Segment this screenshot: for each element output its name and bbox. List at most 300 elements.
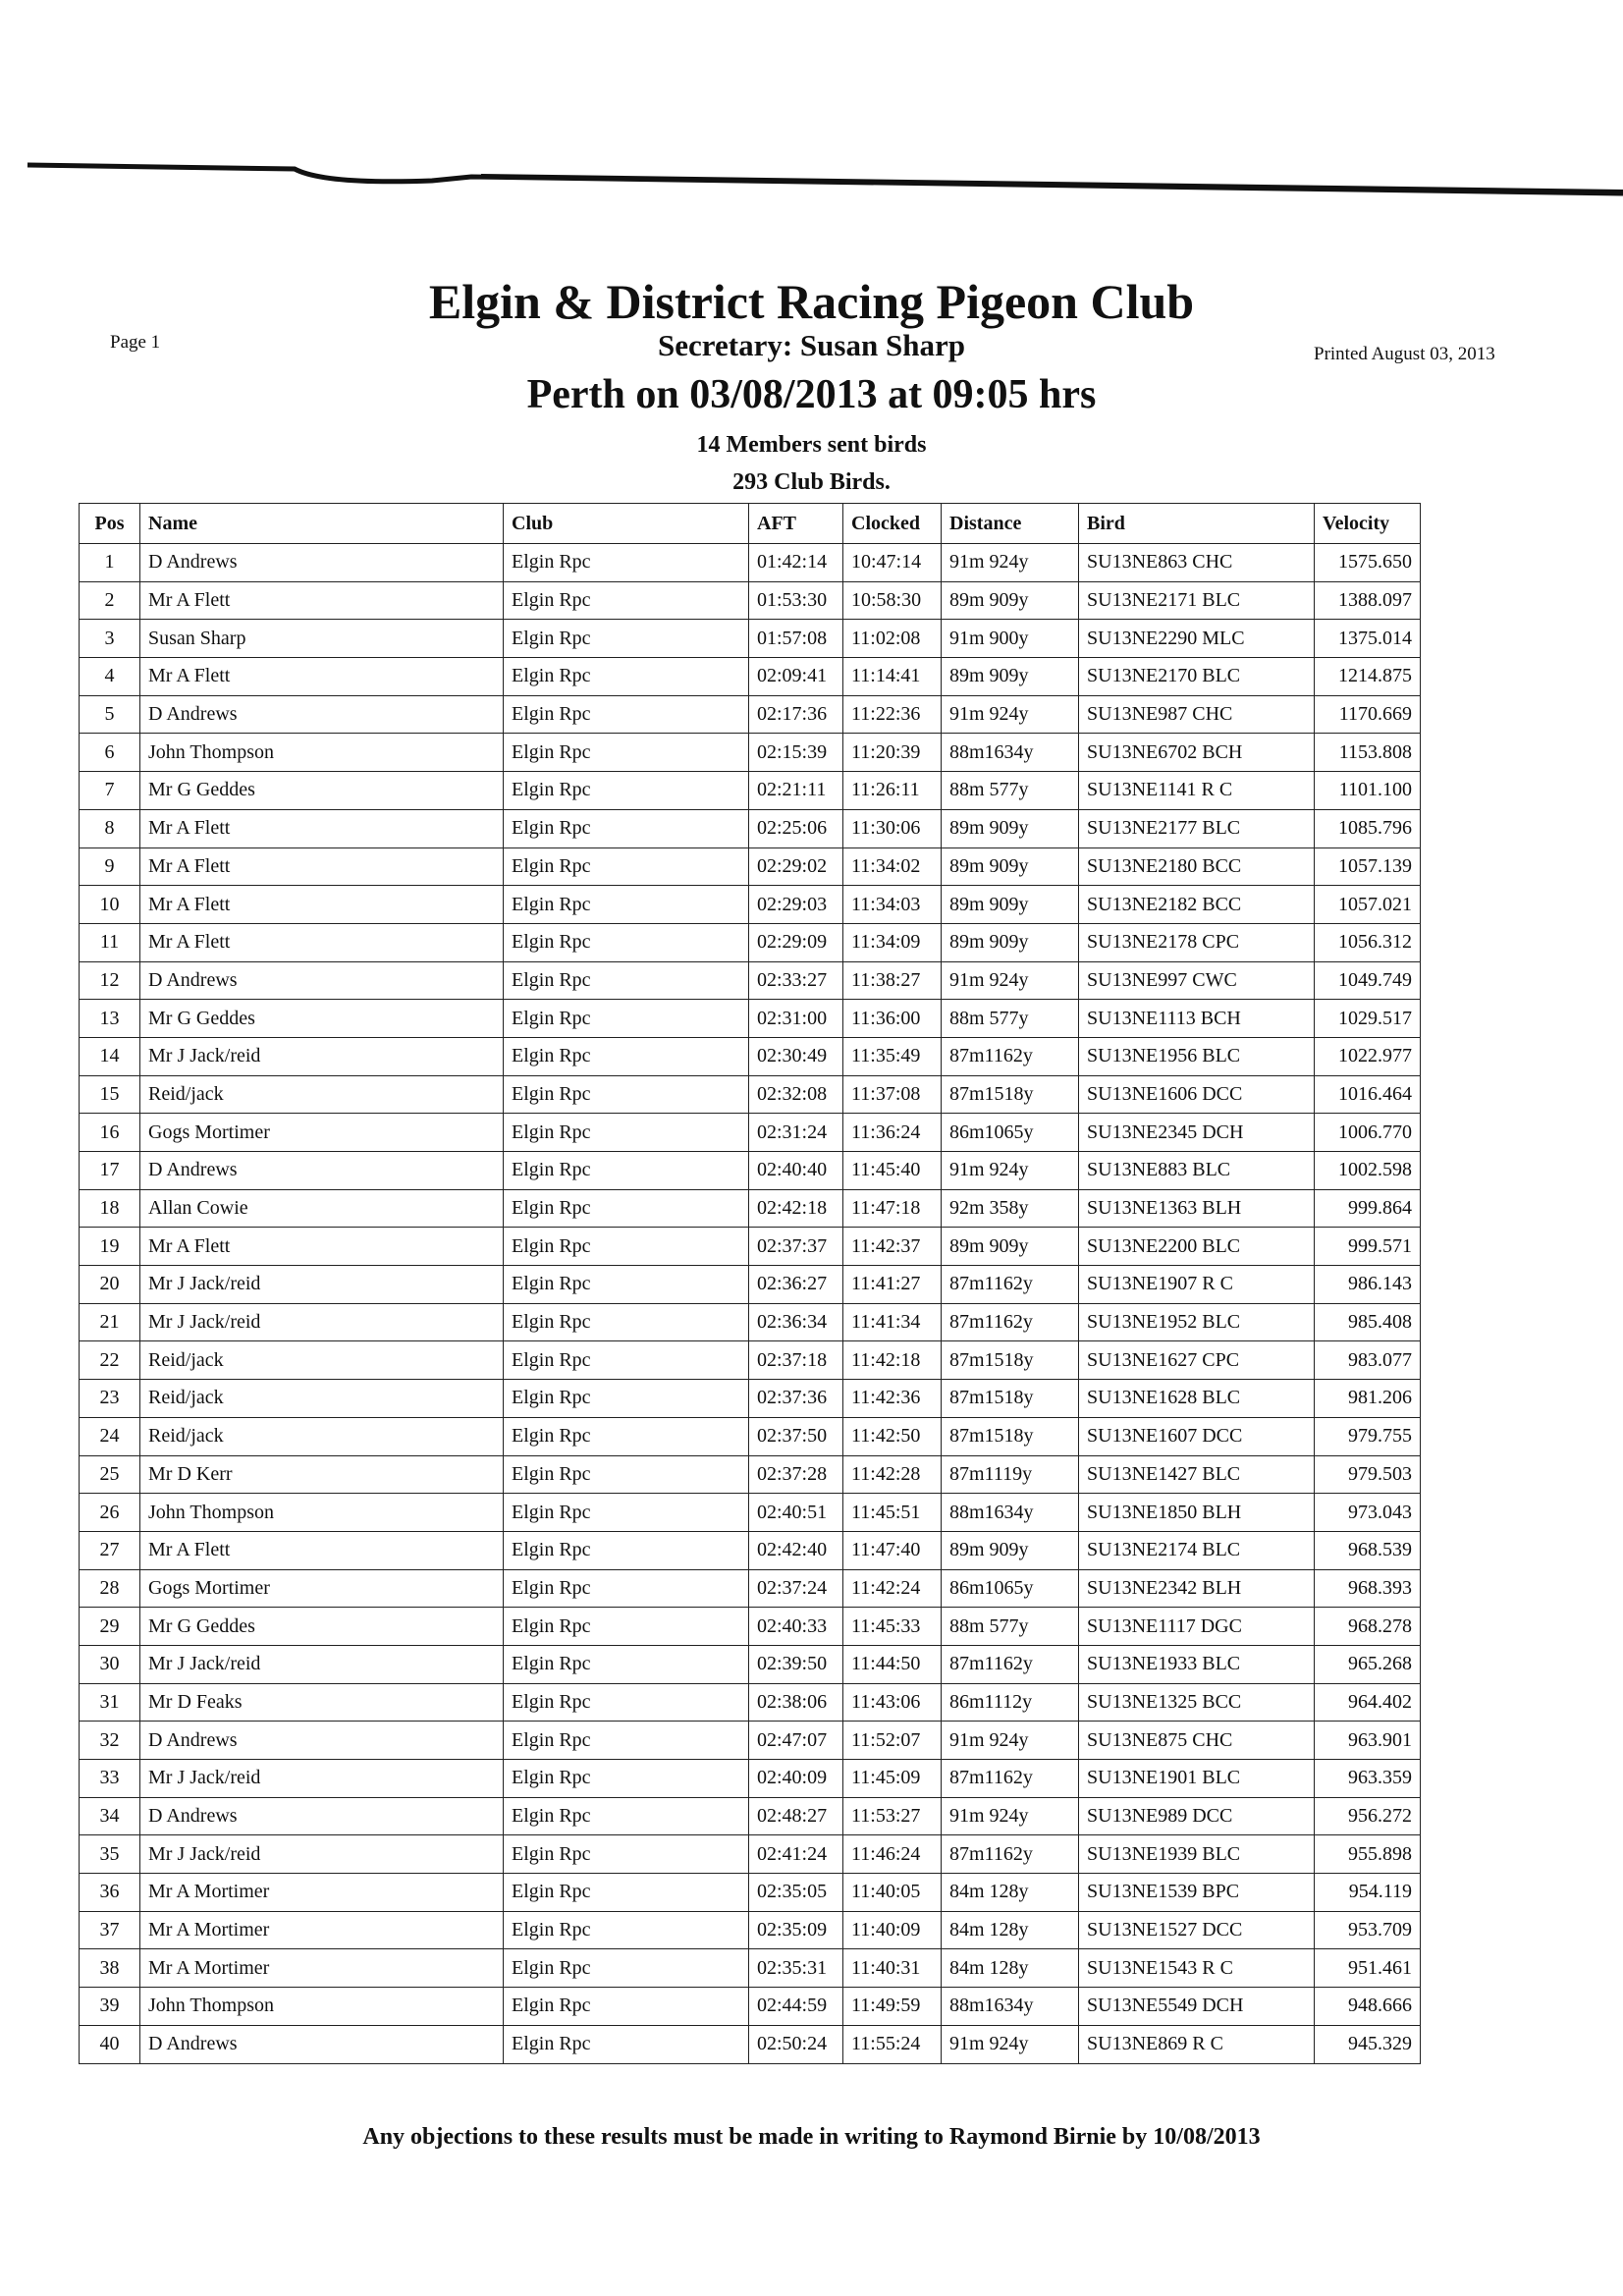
name-cell: Mr A Flett	[140, 1531, 504, 1569]
pos-cell: 15	[80, 1075, 140, 1114]
bird-cell: SU13NE1325 BCC	[1079, 1683, 1315, 1722]
name-cell: D Andrews	[140, 544, 504, 582]
pos-cell: 6	[80, 734, 140, 772]
club-cell: Elgin Rpc	[504, 772, 749, 810]
velocity-cell: 968.539	[1315, 1531, 1421, 1569]
aft-cell: 02:36:27	[749, 1266, 843, 1304]
objections-note: Any objections to these results must be made in writing to Raymond Birnie by 10/08/2013	[362, 2124, 1261, 2150]
table-row	[80, 1341, 1421, 1380]
aft-cell: 02:48:27	[749, 1797, 843, 1835]
pos-cell: 1	[80, 544, 140, 582]
pos-cell: 25	[80, 1455, 140, 1494]
pos-cell: 30	[80, 1645, 140, 1683]
distance-cell: 86m1065y	[942, 1114, 1079, 1152]
bird-cell: SU13NE2177 BLC	[1079, 809, 1315, 847]
table-row	[80, 1000, 1421, 1038]
club-cell: Elgin Rpc	[504, 658, 749, 696]
name-cell: Mr J Jack/reid	[140, 1037, 504, 1075]
pos-cell: 40	[80, 2025, 140, 2063]
club-cell: Elgin Rpc	[504, 1835, 749, 1874]
table-row	[80, 1455, 1421, 1494]
bird-cell: SU13NE2182 BCC	[1079, 886, 1315, 924]
table-row	[80, 1760, 1421, 1798]
pos-cell: 29	[80, 1608, 140, 1646]
pos-cell: 33	[80, 1760, 140, 1798]
clocked-cell: 11:36:00	[843, 1000, 942, 1038]
club-cell: Elgin Rpc	[504, 1494, 749, 1532]
velocity-cell: 999.571	[1315, 1228, 1421, 1266]
name-cell: Allan Cowie	[140, 1189, 504, 1228]
clocked-cell: 11:45:33	[843, 1608, 942, 1646]
name-cell: John Thompson	[140, 1494, 504, 1532]
name-cell: Gogs Mortimer	[140, 1114, 504, 1152]
velocity-cell: 973.043	[1315, 1494, 1421, 1532]
bird-cell: SU13NE2290 MLC	[1079, 620, 1315, 658]
table-row	[80, 544, 1421, 582]
club-title: Elgin & District Racing Pigeon Club	[428, 274, 1195, 329]
name-cell: Mr J Jack/reid	[140, 1760, 504, 1798]
club-cell: Elgin Rpc	[504, 620, 749, 658]
table-row	[80, 1988, 1421, 2026]
distance-cell: 91m 900y	[942, 620, 1079, 658]
table-row	[80, 1266, 1421, 1304]
table-row	[80, 1722, 1421, 1760]
name-cell: Mr D Feaks	[140, 1683, 504, 1722]
velocity-cell: 1575.650	[1315, 544, 1421, 582]
club-cell: Elgin Rpc	[504, 544, 749, 582]
name-cell: Mr J Jack/reid	[140, 1266, 504, 1304]
aft-cell: 02:33:27	[749, 961, 843, 1000]
velocity-cell: 948.666	[1315, 1988, 1421, 2026]
clocked-cell: 11:45:51	[843, 1494, 942, 1532]
distance-cell: 88m 577y	[942, 1608, 1079, 1646]
printed-date: Printed August 03, 2013	[1314, 344, 1495, 364]
club-cell: Elgin Rpc	[504, 961, 749, 1000]
distance-cell: 91m 924y	[942, 2025, 1079, 2063]
table-row	[80, 734, 1421, 772]
clocked-cell: 11:41:34	[843, 1303, 942, 1341]
pos-cell: 38	[80, 1949, 140, 1988]
pos-cell: 20	[80, 1266, 140, 1304]
distance-cell: 86m1112y	[942, 1683, 1079, 1722]
velocity-cell: 968.393	[1315, 1569, 1421, 1608]
velocity-cell: 1153.808	[1315, 734, 1421, 772]
velocity-cell: 968.278	[1315, 1608, 1421, 1646]
bird-cell: SU13NE1956 BLC	[1079, 1037, 1315, 1075]
name-cell: Mr J Jack/reid	[140, 1835, 504, 1874]
bird-cell: SU13NE2345 DCH	[1079, 1114, 1315, 1152]
pos-cell: 12	[80, 961, 140, 1000]
name-cell: Mr A Flett	[140, 886, 504, 924]
aft-cell: 02:29:03	[749, 886, 843, 924]
table-row	[80, 1949, 1421, 1988]
club-cell: Elgin Rpc	[504, 1000, 749, 1038]
club-cell: Elgin Rpc	[504, 734, 749, 772]
aft-cell: 02:31:24	[749, 1114, 843, 1152]
pos-cell: 16	[80, 1114, 140, 1152]
bird-cell: SU13NE2180 BCC	[1079, 847, 1315, 886]
velocity-cell: 979.755	[1315, 1417, 1421, 1455]
aft-cell: 02:42:18	[749, 1189, 843, 1228]
distance-cell: 87m1518y	[942, 1075, 1079, 1114]
table-row	[80, 1303, 1421, 1341]
pos-cell: 14	[80, 1037, 140, 1075]
pos-cell: 3	[80, 620, 140, 658]
aft-cell: 02:21:11	[749, 772, 843, 810]
bird-cell: SU13NE1850 BLH	[1079, 1494, 1315, 1532]
clocked-cell: 10:58:30	[843, 581, 942, 620]
table-row	[80, 1531, 1421, 1569]
bird-cell: SU13NE1113 BCH	[1079, 1000, 1315, 1038]
aft-cell: 02:35:31	[749, 1949, 843, 1988]
table-row	[80, 581, 1421, 620]
pos-cell: 13	[80, 1000, 140, 1038]
name-cell: John Thompson	[140, 1988, 504, 2026]
bird-cell: SU13NE1607 DCC	[1079, 1417, 1315, 1455]
pos-cell: 17	[80, 1152, 140, 1190]
clocked-cell: 10:47:14	[843, 544, 942, 582]
club-cell: Elgin Rpc	[504, 581, 749, 620]
distance-cell: 91m 924y	[942, 695, 1079, 734]
aft-cell: 01:42:14	[749, 544, 843, 582]
aft-cell: 02:30:49	[749, 1037, 843, 1075]
club-cell: Elgin Rpc	[504, 1380, 749, 1418]
distance-cell: 88m1634y	[942, 1988, 1079, 2026]
name-cell: Reid/jack	[140, 1341, 504, 1380]
clocked-cell: 11:45:40	[843, 1152, 942, 1190]
pos-cell: 35	[80, 1835, 140, 1874]
velocity-cell: 999.864	[1315, 1189, 1421, 1228]
bird-cell: SU13NE2171 BLC	[1079, 581, 1315, 620]
club-cell: Elgin Rpc	[504, 923, 749, 961]
clocked-cell: 11:42:36	[843, 1380, 942, 1418]
distance-cell: 92m 358y	[942, 1189, 1079, 1228]
table-row	[80, 658, 1421, 696]
aft-cell: 02:17:36	[749, 695, 843, 734]
clocked-cell: 11:42:50	[843, 1417, 942, 1455]
bird-cell: SU13NE1907 R C	[1079, 1266, 1315, 1304]
aft-cell: 02:40:51	[749, 1494, 843, 1532]
clocked-cell: 11:42:37	[843, 1228, 942, 1266]
results-table	[79, 503, 1421, 2064]
col-header-velocity: Velocity	[1315, 504, 1421, 544]
aft-cell: 02:31:00	[749, 1000, 843, 1038]
aft-cell: 02:47:07	[749, 1722, 843, 1760]
bird-cell: SU13NE989 DCC	[1079, 1797, 1315, 1835]
name-cell: Mr A Mortimer	[140, 1949, 504, 1988]
clocked-cell: 11:42:18	[843, 1341, 942, 1380]
club-cell: Elgin Rpc	[504, 886, 749, 924]
aft-cell: 02:40:33	[749, 1608, 843, 1646]
velocity-cell: 954.119	[1315, 1874, 1421, 1912]
distance-cell: 89m 909y	[942, 923, 1079, 961]
table-row	[80, 1608, 1421, 1646]
clocked-cell: 11:47:18	[843, 1189, 942, 1228]
pos-cell: 27	[80, 1531, 140, 1569]
club-cell: Elgin Rpc	[504, 1037, 749, 1075]
pos-cell: 4	[80, 658, 140, 696]
aft-cell: 02:40:09	[749, 1760, 843, 1798]
club-cell: Elgin Rpc	[504, 1911, 749, 1949]
velocity-cell: 1101.100	[1315, 772, 1421, 810]
club-cell: Elgin Rpc	[504, 1341, 749, 1380]
club-cell: Elgin Rpc	[504, 1455, 749, 1494]
table-row	[80, 847, 1421, 886]
clocked-cell: 11:42:24	[843, 1569, 942, 1608]
velocity-cell: 1085.796	[1315, 809, 1421, 847]
table-header-row	[80, 504, 1421, 544]
table-row	[80, 886, 1421, 924]
distance-cell: 87m1518y	[942, 1380, 1079, 1418]
distance-cell: 91m 924y	[942, 1152, 1079, 1190]
name-cell: Mr G Geddes	[140, 1608, 504, 1646]
aft-cell: 02:37:50	[749, 1417, 843, 1455]
table-row	[80, 1797, 1421, 1835]
bird-cell: SU13NE1952 BLC	[1079, 1303, 1315, 1341]
results-body	[80, 544, 1421, 2064]
distance-cell: 91m 924y	[942, 1797, 1079, 1835]
bird-cell: SU13NE1539 BPC	[1079, 1874, 1315, 1912]
club-cell: Elgin Rpc	[504, 1531, 749, 1569]
club-cell: Elgin Rpc	[504, 1569, 749, 1608]
velocity-cell: 1214.875	[1315, 658, 1421, 696]
table-row	[80, 620, 1421, 658]
distance-cell: 88m 577y	[942, 772, 1079, 810]
pos-cell: 24	[80, 1417, 140, 1455]
name-cell: D Andrews	[140, 961, 504, 1000]
clocked-cell: 11:47:40	[843, 1531, 942, 1569]
name-cell: Mr G Geddes	[140, 1000, 504, 1038]
velocity-cell: 1016.464	[1315, 1075, 1421, 1114]
clocked-cell: 11:34:03	[843, 886, 942, 924]
distance-cell: 87m1162y	[942, 1303, 1079, 1341]
table-row	[80, 1152, 1421, 1190]
name-cell: Mr D Kerr	[140, 1455, 504, 1494]
aft-cell: 01:57:08	[749, 620, 843, 658]
aft-cell: 02:37:37	[749, 1228, 843, 1266]
bird-cell: SU13NE883 BLC	[1079, 1152, 1315, 1190]
velocity-cell: 963.901	[1315, 1722, 1421, 1760]
aft-cell: 02:15:39	[749, 734, 843, 772]
table-row	[80, 1835, 1421, 1874]
distance-cell: 88m 577y	[942, 1000, 1079, 1038]
velocity-cell: 1002.598	[1315, 1152, 1421, 1190]
velocity-cell: 1375.014	[1315, 620, 1421, 658]
distance-cell: 86m1065y	[942, 1569, 1079, 1608]
distance-cell: 89m 909y	[942, 1228, 1079, 1266]
clocked-cell: 11:40:09	[843, 1911, 942, 1949]
race-heading: Perth on 03/08/2013 at 09:05 hrs	[526, 372, 1097, 417]
bird-cell: SU13NE2174 BLC	[1079, 1531, 1315, 1569]
clocked-cell: 11:26:11	[843, 772, 942, 810]
aft-cell: 02:38:06	[749, 1683, 843, 1722]
pos-cell: 7	[80, 772, 140, 810]
name-cell: D Andrews	[140, 2025, 504, 2063]
secretary-line: Secretary: Susan Sharp	[658, 328, 965, 362]
club-cell: Elgin Rpc	[504, 1228, 749, 1266]
members-count: 14 Members sent birds	[696, 432, 927, 458]
velocity-cell: 981.206	[1315, 1380, 1421, 1418]
aft-cell: 02:35:09	[749, 1911, 843, 1949]
clocked-cell: 11:34:02	[843, 847, 942, 886]
aft-cell: 02:29:02	[749, 847, 843, 886]
distance-cell: 84m 128y	[942, 1874, 1079, 1912]
distance-cell: 88m1634y	[942, 734, 1079, 772]
distance-cell: 89m 909y	[942, 658, 1079, 696]
name-cell: Reid/jack	[140, 1075, 504, 1114]
distance-cell: 91m 924y	[942, 544, 1079, 582]
distance-cell: 84m 128y	[942, 1949, 1079, 1988]
distance-cell: 91m 924y	[942, 1722, 1079, 1760]
name-cell: Mr A Flett	[140, 1228, 504, 1266]
velocity-cell: 1057.139	[1315, 847, 1421, 886]
table-row	[80, 1228, 1421, 1266]
scan-rule-line	[0, 147, 1623, 206]
clocked-cell: 11:35:49	[843, 1037, 942, 1075]
clocked-cell: 11:49:59	[843, 1988, 942, 2026]
club-cell: Elgin Rpc	[504, 2025, 749, 2063]
pos-cell: 10	[80, 886, 140, 924]
name-cell: Mr A Flett	[140, 923, 504, 961]
bird-cell: SU13NE1628 BLC	[1079, 1380, 1315, 1418]
bird-cell: SU13NE2178 CPC	[1079, 923, 1315, 961]
name-cell: Mr A Mortimer	[140, 1911, 504, 1949]
distance-cell: 89m 909y	[942, 581, 1079, 620]
velocity-cell: 1056.312	[1315, 923, 1421, 961]
name-cell: Mr G Geddes	[140, 772, 504, 810]
name-cell: Mr A Flett	[140, 809, 504, 847]
aft-cell: 02:36:34	[749, 1303, 843, 1341]
clocked-cell: 11:45:09	[843, 1760, 942, 1798]
clocked-cell: 11:42:28	[843, 1455, 942, 1494]
club-cell: Elgin Rpc	[504, 1303, 749, 1341]
table-row	[80, 695, 1421, 734]
velocity-cell: 963.359	[1315, 1760, 1421, 1798]
bird-cell: SU13NE2170 BLC	[1079, 658, 1315, 696]
name-cell: Gogs Mortimer	[140, 1569, 504, 1608]
table-row	[80, 772, 1421, 810]
velocity-cell: 986.143	[1315, 1266, 1421, 1304]
distance-cell: 89m 909y	[942, 1531, 1079, 1569]
distance-cell: 84m 128y	[942, 1911, 1079, 1949]
bird-cell: SU13NE1901 BLC	[1079, 1760, 1315, 1798]
name-cell: Mr A Flett	[140, 847, 504, 886]
club-cell: Elgin Rpc	[504, 1949, 749, 1988]
club-cell: Elgin Rpc	[504, 1683, 749, 1722]
velocity-cell: 956.272	[1315, 1797, 1421, 1835]
velocity-cell: 985.408	[1315, 1303, 1421, 1341]
bird-cell: SU13NE1606 DCC	[1079, 1075, 1315, 1114]
club-cell: Elgin Rpc	[504, 1075, 749, 1114]
pos-cell: 32	[80, 1722, 140, 1760]
pos-cell: 18	[80, 1189, 140, 1228]
col-header-distance: Distance	[942, 504, 1079, 544]
name-cell: Mr A Mortimer	[140, 1874, 504, 1912]
distance-cell: 87m1119y	[942, 1455, 1079, 1494]
bird-cell: SU13NE6702 BCH	[1079, 734, 1315, 772]
table-row	[80, 1569, 1421, 1608]
aft-cell: 02:37:24	[749, 1569, 843, 1608]
clocked-cell: 11:44:50	[843, 1645, 942, 1683]
aft-cell: 02:25:06	[749, 809, 843, 847]
col-header-bird: Bird	[1079, 504, 1315, 544]
pos-cell: 23	[80, 1380, 140, 1418]
pos-cell: 22	[80, 1341, 140, 1380]
pos-cell: 9	[80, 847, 140, 886]
distance-cell: 89m 909y	[942, 847, 1079, 886]
club-cell: Elgin Rpc	[504, 1114, 749, 1152]
distance-cell: 89m 909y	[942, 886, 1079, 924]
club-cell: Elgin Rpc	[504, 1797, 749, 1835]
name-cell: Mr A Flett	[140, 658, 504, 696]
aft-cell: 02:37:18	[749, 1341, 843, 1380]
distance-cell: 87m1162y	[942, 1037, 1079, 1075]
bird-cell: SU13NE1527 DCC	[1079, 1911, 1315, 1949]
name-cell: Reid/jack	[140, 1417, 504, 1455]
table-row	[80, 1645, 1421, 1683]
distance-cell: 88m1634y	[942, 1494, 1079, 1532]
aft-cell: 02:41:24	[749, 1835, 843, 1874]
velocity-cell: 965.268	[1315, 1645, 1421, 1683]
velocity-cell: 1022.977	[1315, 1037, 1421, 1075]
clocked-cell: 11:53:27	[843, 1797, 942, 1835]
club-cell: Elgin Rpc	[504, 1722, 749, 1760]
distance-cell: 87m1162y	[942, 1645, 1079, 1683]
aft-cell: 02:37:36	[749, 1380, 843, 1418]
name-cell: John Thompson	[140, 734, 504, 772]
aft-cell: 02:35:05	[749, 1874, 843, 1912]
name-cell: Susan Sharp	[140, 620, 504, 658]
aft-cell: 02:32:08	[749, 1075, 843, 1114]
table-row	[80, 1189, 1421, 1228]
club-cell: Elgin Rpc	[504, 809, 749, 847]
velocity-cell: 1029.517	[1315, 1000, 1421, 1038]
col-header-aft: AFT	[749, 504, 843, 544]
table-row	[80, 923, 1421, 961]
table-row	[80, 1683, 1421, 1722]
distance-cell: 87m1162y	[942, 1835, 1079, 1874]
table-row	[80, 809, 1421, 847]
velocity-cell: 1006.770	[1315, 1114, 1421, 1152]
bird-cell: SU13NE1427 BLC	[1079, 1455, 1315, 1494]
clocked-cell: 11:14:41	[843, 658, 942, 696]
pos-cell: 21	[80, 1303, 140, 1341]
velocity-cell: 983.077	[1315, 1341, 1421, 1380]
clocked-cell: 11:40:05	[843, 1874, 942, 1912]
pos-cell: 34	[80, 1797, 140, 1835]
col-header-pos: Pos	[80, 504, 140, 544]
bird-cell: SU13NE2200 BLC	[1079, 1228, 1315, 1266]
pos-cell: 39	[80, 1988, 140, 2026]
velocity-cell: 945.329	[1315, 2025, 1421, 2063]
bird-cell: SU13NE997 CWC	[1079, 961, 1315, 1000]
velocity-cell: 1057.021	[1315, 886, 1421, 924]
velocity-cell: 1170.669	[1315, 695, 1421, 734]
club-cell: Elgin Rpc	[504, 1608, 749, 1646]
velocity-cell: 953.709	[1315, 1911, 1421, 1949]
distance-cell: 89m 909y	[942, 809, 1079, 847]
aft-cell: 02:29:09	[749, 923, 843, 961]
table-row	[80, 1911, 1421, 1949]
clocked-cell: 11:34:09	[843, 923, 942, 961]
club-cell: Elgin Rpc	[504, 695, 749, 734]
clocked-cell: 11:02:08	[843, 620, 942, 658]
table-row	[80, 1417, 1421, 1455]
bird-cell: SU13NE1141 R C	[1079, 772, 1315, 810]
bird-cell: SU13NE1933 BLC	[1079, 1645, 1315, 1683]
name-cell: Mr J Jack/reid	[140, 1645, 504, 1683]
pos-cell: 37	[80, 1911, 140, 1949]
